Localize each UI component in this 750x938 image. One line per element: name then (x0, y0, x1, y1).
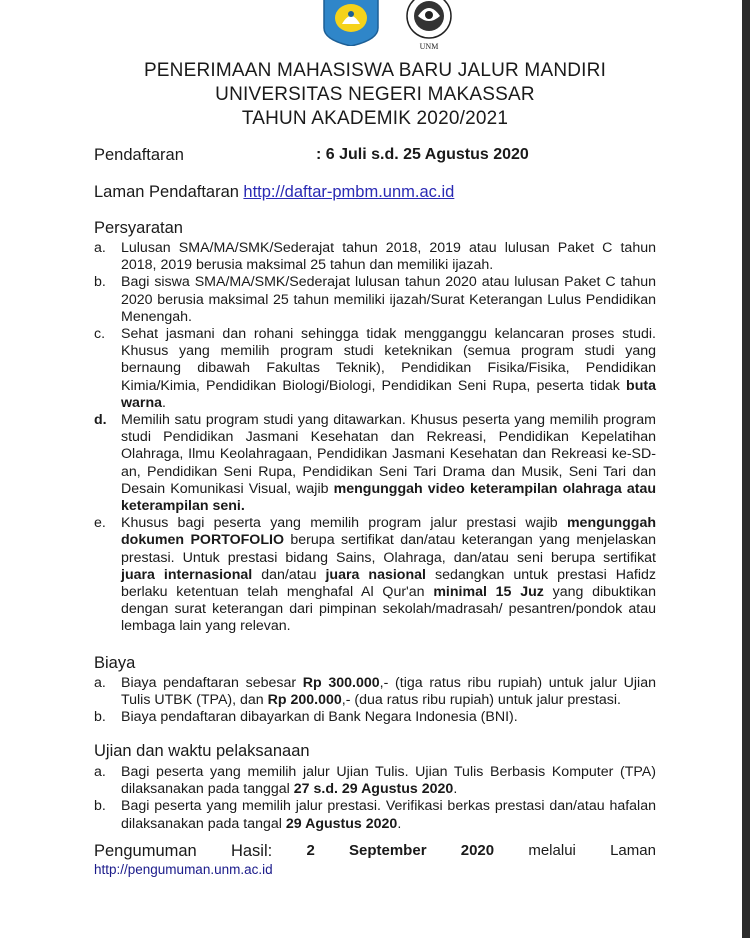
item-bold-text: 29 Agustus 2020 (285, 815, 398, 832)
requirements-title: Persyaratan (94, 219, 183, 237)
registration-site-label: Laman Pendaftaran (94, 183, 239, 201)
logo-area (318, 0, 478, 52)
list-marker: e. (94, 515, 106, 532)
exam-list (94, 764, 656, 833)
item-bold-text: 27 s.d. 29 Agustus 2020 (293, 781, 454, 798)
item-text: Lulusan SMA/MA/SMK/Sederajat tahun 2018, 2019 atau lulusan Paket C tahun 2018, 2019 berusia maksimal 25 tahun dan memiliki ijazah. (121, 240, 656, 274)
announcement-date-month: September (349, 842, 427, 859)
item-bold-text: juara nasional (325, 566, 426, 583)
registration-site-link[interactable]: http://daftar-pmbm.unm.ac.id (243, 183, 455, 201)
list-item (94, 798, 656, 832)
list-marker: b. (94, 274, 106, 291)
item-text: Bagi peserta yang memilih jalur Ujian Tulis. Ujian Tulis Berbasis Komputer (TPA) dilaksanakan pada tanggal (121, 764, 656, 798)
item-text: yang dibuktikan dengan surat keterangan dari pimpinan sekolah/madrasah/ pesantren/pondok atau lembaga lain yang relevan. (121, 584, 656, 635)
item-bold-text: minimal 15 Juz (433, 584, 544, 601)
list-item (94, 326, 656, 412)
announcement-row (94, 842, 656, 861)
list-marker: b. (94, 709, 106, 726)
list-marker: c. (94, 326, 106, 343)
list-item (94, 709, 656, 726)
list-marker: a. (94, 675, 106, 691)
item-bold-text: mengunggah video keterampilan olahraga atau keterampilan seni. (121, 480, 656, 515)
list-marker: d. (94, 412, 107, 429)
item-text: dan/atau (261, 566, 317, 583)
list-item (94, 412, 656, 515)
announcement-word: melalui (528, 842, 576, 859)
list-item (94, 515, 656, 635)
item-text: Sehat jasmani dan rohani sehingga tidak mengganggu kelancaran proses studi. Khusus yang memilih program studi keteknikan (semua program studi yang bernaung dibawah Fakultas Teknik), Pendidikan Fisika/Fisika, Pendidikan Kimia/Kimia, Pendidikan Biologi/Biologi, Pendidikan Seni Rupa, peserta tidak (121, 326, 656, 394)
registration-site-row (94, 183, 454, 202)
item-text: berupa sertifikat dan/atau keterangan yang menjelaskan prestasi. Untuk prestasi bidang Sains, Olahraga, dan/atau seni berupa sertifikat (121, 532, 657, 566)
item-tail: . (162, 394, 166, 411)
unm-seal-text: UNM (419, 42, 439, 51)
announcement-link[interactable]: http://pengumuman.unm.ac.id (94, 862, 273, 877)
item-tail: . (397, 815, 402, 832)
list-item (94, 675, 656, 709)
requirements-list (94, 240, 656, 636)
list-item (94, 240, 656, 274)
item-text: Bagi peserta yang memilih jalur prestasi. Verifikasi berkas prestasi dan/atau hafalan dilaksanakan pada tangal (121, 798, 656, 832)
tut-wuri-handayani-logo (318, 0, 384, 46)
list-marker: b. (94, 798, 106, 815)
list-item (94, 274, 656, 326)
list-item (94, 764, 656, 798)
item-bold-text: juara internasional (121, 566, 253, 583)
item-bold-text: Rp 200.000 (267, 692, 342, 709)
heading-line-2: UNIVERSITAS NEGERI MAKASSAR (215, 84, 535, 105)
item-text: ,- (dua ratus ribu rupiah) untuk jalur prestasi. (341, 692, 621, 709)
item-text: sedangkan untuk prestasi Hafidz berlaku ketentuan telah menghafal Al Qur'an (121, 566, 656, 601)
announcement-word: Pengumuman (94, 842, 197, 860)
item-tail: . (453, 781, 458, 798)
item-text: Bagi siswa SMA/MA/SMK/Sederajat lulusan tahun 2020 atau lulusan Paket C tahun 2020 berusia maksimal 25 tahun memiliki ijazah/Surat Keterangan Lulus Pendidikan Menengah. (121, 274, 656, 325)
announcement-word: Laman (610, 842, 656, 859)
announcement-word: Hasil: (230, 842, 273, 860)
page-edge (742, 0, 750, 938)
item-text: ,- (tiga ratus ribu rupiah) untuk jalur Ujian Tulis UTBK (TPA), dan (121, 675, 656, 709)
unm-seal-logo (398, 0, 460, 52)
item-text: Biaya pendaftaran sebesar (121, 675, 297, 691)
item-bold-text: Rp 300.000 (302, 675, 380, 691)
fee-list (94, 675, 656, 727)
announcement-date-year: 2020 (460, 842, 495, 859)
item-text: Biaya pendaftaran dibayarkan di Bank Negara Indonesia (BNI). (121, 709, 518, 726)
announcement-date-day: 2 (306, 842, 315, 859)
registration-label: Pendaftaran (94, 146, 184, 164)
item-text: Khusus bagi peserta yang memilih program jalur prestasi wajib (121, 515, 558, 532)
exam-title: Ujian dan waktu pelaksanaan (94, 742, 310, 760)
item-text: Memilih satu program studi yang ditawarkan. Khusus peserta yang memilih program studi Pendidikan Jasmani Kesehatan dan Rekreasi, Pendidikan Kepelatihan Olahraga, Ilmu Keolahragaan, Pendidikan Jasmani Kesehatan dan Rekreasi ke-SD-an, Pendidikan Seni Rupa, Pendidikan Seni Tari Drama dan Musik, Seni Tari dan Desain Komunikasi Visual, wajib (121, 412, 656, 497)
item-bold-text: buta warna (121, 377, 656, 411)
registration-period-row (94, 146, 184, 165)
heading-line-3: TAHUN AKADEMIK 2020/2021 (241, 108, 509, 129)
list-marker: a. (94, 764, 106, 780)
list-marker: a. (94, 240, 106, 256)
item-bold-text: mengunggah dokumen PORTOFOLIO (121, 515, 656, 549)
registration-dates: : 6 Juli s.d. 25 Agustus 2020 (316, 146, 529, 163)
heading-line-1: PENERIMAAN MAHASISWA BARU JALUR MANDIRI (143, 60, 607, 81)
fee-title: Biaya (94, 654, 136, 672)
